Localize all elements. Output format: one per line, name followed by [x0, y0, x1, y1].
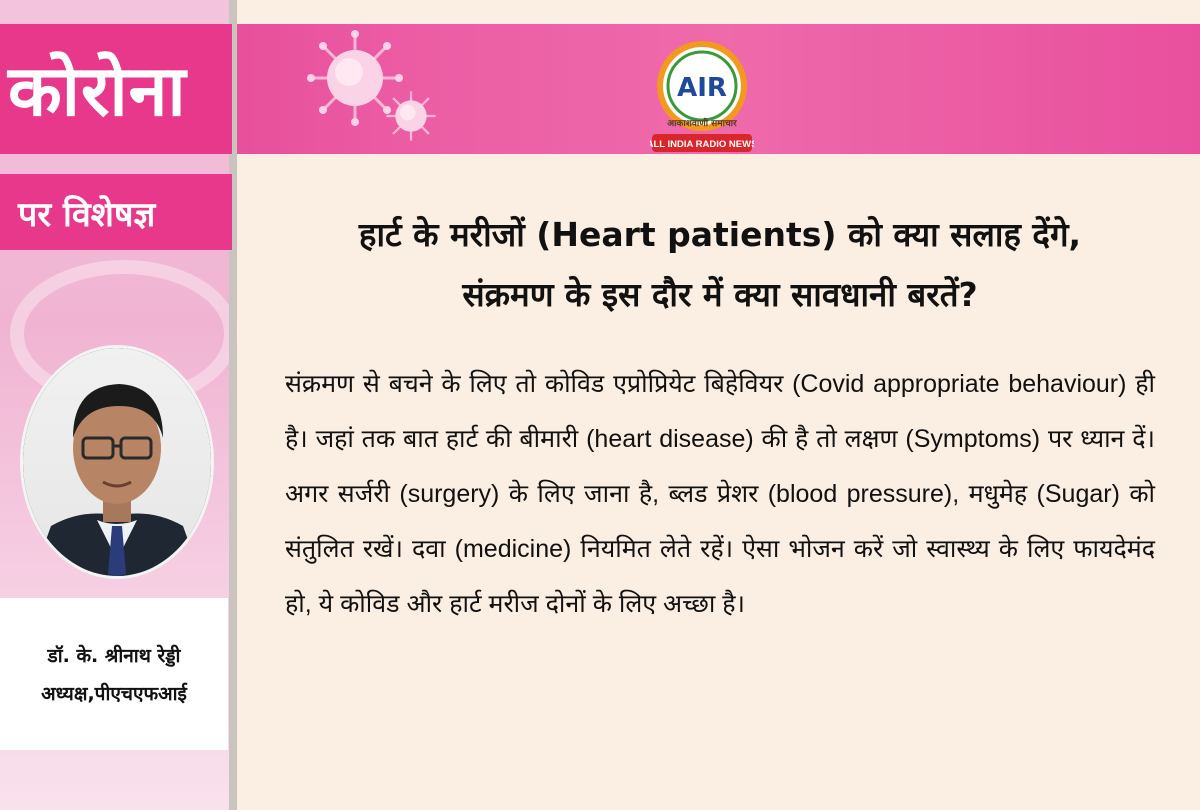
- expert-photo: [20, 345, 214, 579]
- expert-name: डॉ. के. श्रीनाथ रेड्डी: [47, 645, 181, 667]
- logo-hindi-name: आकाशवाणी समाचार: [667, 119, 737, 129]
- question-line-2: संक्रमण के इस दौर में क्या सावधानी बरतें?: [462, 275, 978, 314]
- virus-icon: [383, 88, 439, 144]
- page-title: कोरोना: [8, 50, 187, 132]
- page-subtitle: पर विशेषज्ञ: [18, 195, 156, 235]
- logo-emblem-text: AIR: [677, 73, 727, 103]
- expert-role: अध्यक्ष,पीएचएफआई: [41, 683, 187, 705]
- air-logo: [650, 40, 754, 154]
- logo-english-name: ALL INDIA RADIO NEWS: [650, 139, 754, 150]
- question-heading: [250, 205, 1190, 325]
- answer-text: संक्रमण से बचने के लिए तो कोविड एप्रोप्रियेट बिहेवियर (Covid appropriate behaviour) ही है। जहां तक बात हार्ट की बीमारी (heart disease) की है तो लक्षण (Symptoms) पर ध्यान दें। अगर सर्जरी (surgery) के लिए जाना है, ब्लड प्रेशर (blood pressure), मधुमेह (Sugar) को संतुलित रखें। दवा (medicine) नियमित लेते रहें। ऐसा भोजन करें जो स्वास्थ्य के लिए फायदेमंद हो, ये कोविड और हार्ट मरीज दोनों के लिए अच्छा है।: [285, 370, 1155, 618]
- expert-name-card: [0, 598, 228, 750]
- question-line-1: हार्ट के मरीजों (Heart patients) को क्या सलाह देंगे,: [358, 215, 1082, 254]
